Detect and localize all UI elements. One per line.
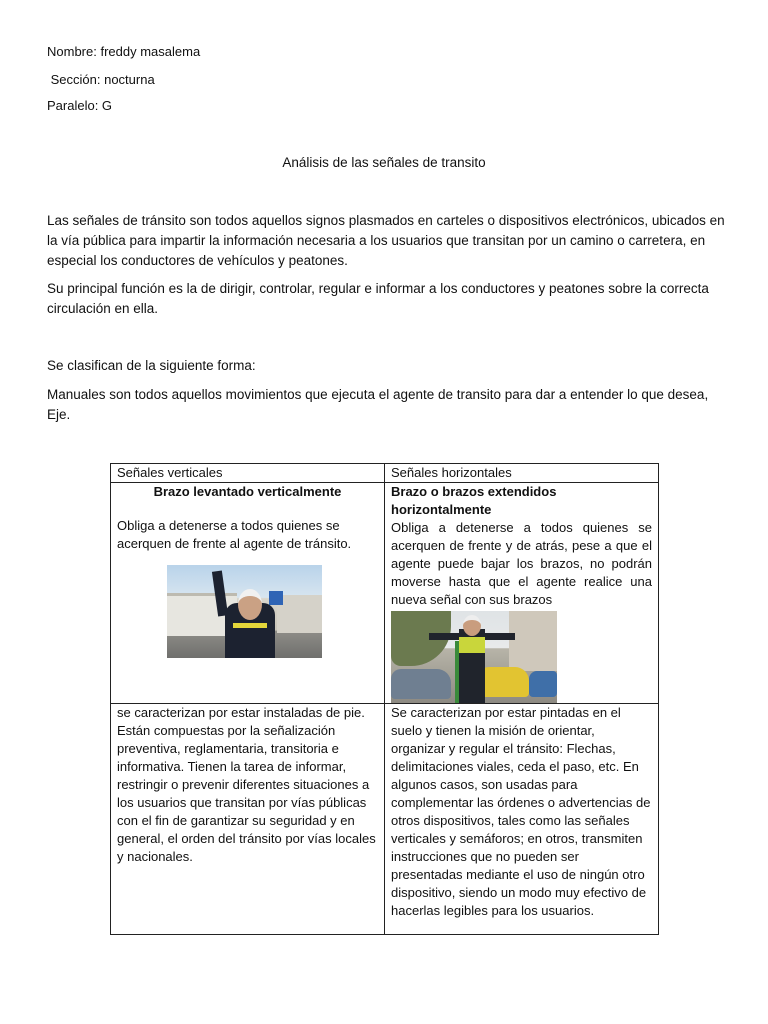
vertical-cell <box>111 483 385 704</box>
table-header-row <box>111 464 659 483</box>
signals-table <box>110 463 659 935</box>
function-paragraph: Su principal función es la de dirigir, controlar, regular e informar a los conductores y peatones sobre la correcta circulación en ella. <box>47 281 709 316</box>
manual-signals-paragraph: Manuales son todos aquellos movimientos que ejecuta el agente de transito para dar a entender lo que desea, Eje. <box>47 387 709 422</box>
officer-extended-arms-photo <box>391 611 557 703</box>
horizontal-cell <box>385 483 659 704</box>
horizontal-heading: Brazo o brazos extendidos horizontalmente <box>391 484 557 517</box>
horizontal-description: Se caracterizan por estar pintadas en el suelo y tienen la misión de orientar, organizar y regular el tránsito: Flechas, delimitaciones viales, ceda el paso, etc. En algunos casos, son usadas para complementar las órdenes o advertencias de otros dispositivos, tales como las señales verticales y semáforos; en otros, transmiten instrucciones que no pueden ser presentadas mediante el uso de ningún otro dispositivo, siendo un modo muy efectivo de hacerlas legibles para los usuarios. <box>391 705 651 918</box>
student-name: Nombre: freddy masalema <box>47 44 201 59</box>
classification-paragraph: Se clasifican de la siguiente forma: <box>47 358 256 373</box>
vertical-description: se caracterizan por estar instaladas de pie. Están compuestas por la señalización preventiva, reglamentaria, transitoria e informativa. Tienen la tarea de informar, restringir o prevenir diferentes situaciones a los usuarios que transitan por vías públicas con el fin de garantizar su seguridad y en general, el orden del tránsito por vías locales y nacionales. <box>117 705 376 864</box>
student-section: Sección: nocturna <box>47 72 155 87</box>
vertical-signal-text: Obliga a detenerse a todos quienes se acerquen de frente al agente de tránsito. <box>117 518 352 551</box>
table-row <box>111 483 659 704</box>
horizontal-signal-text: Obliga a detenerse a todos quienes se acerquen de frente y de atrás, pese a que el agente puede bajar los brazos, no podrán moverse hasta que el agente realice una nueva señal con sus brazos <box>391 520 652 607</box>
intro-paragraph: Las señales de tránsito son todos aquellos signos plasmados en carteles o dispositivos electrónicos, ubicados en la vía pública para impartir la información necesaria a los usuarios que transitan por un camino o carretera, en especial los conductores de vehículos y peatones. <box>47 213 725 268</box>
document-title: Análisis de las señales de transito <box>282 155 486 170</box>
vertical-heading: Brazo levantado verticalmente <box>153 484 342 499</box>
officer-raised-arm-photo <box>167 565 322 658</box>
header-horizontal: Señales horizontales <box>385 464 659 483</box>
horizontal-description-cell <box>385 704 659 935</box>
header-vertical: Señales verticales <box>111 464 385 483</box>
student-parallel: Paralelo: G <box>47 98 113 113</box>
table-row <box>111 704 659 935</box>
vertical-description-cell <box>111 704 385 935</box>
